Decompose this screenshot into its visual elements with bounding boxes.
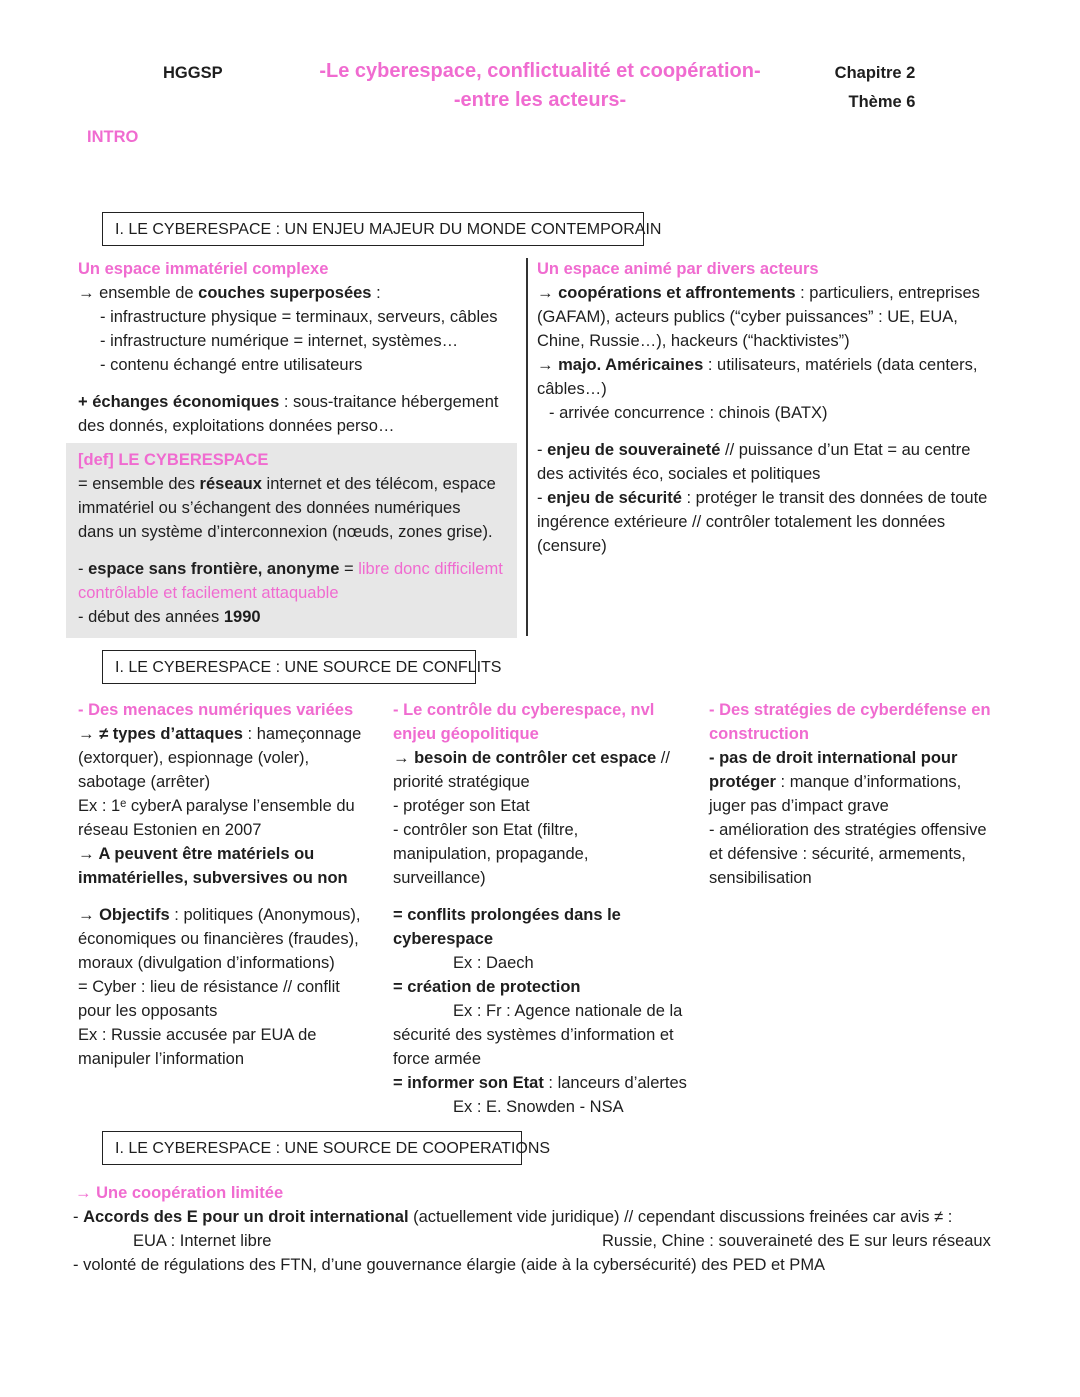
section3-title: I. LE CYBERESPACE : UNE SOURCE DE COOPERATIONS [102, 1131, 522, 1165]
section1-title: I. LE CYBERESPACE : UN ENJEU MAJEUR DU MONDE CONTEMPORAIN [102, 212, 644, 246]
list-item: des donnés, exploitations données perso… [78, 417, 395, 435]
list-item: moraux (divulgation d’informations) [78, 954, 335, 972]
list-item: - enjeu de sécurité : protéger le transit des données de toute [537, 489, 988, 507]
list-item: Chine, Russie…), hackeurs (“hacktivistes”) [537, 332, 850, 350]
page-title-line2: -entre les acteurs- [453, 89, 627, 111]
section2-col2-heading: enjeu géopolitique [393, 725, 539, 743]
definition-heading: [def] LE CYBERESPACE [78, 451, 269, 469]
list-item: Ex : Daech [453, 954, 534, 972]
list-item: - enjeu de souveraineté // puissance d’un Etat = au centre [537, 441, 971, 459]
list-item: → ≠ types d’attaques : hameçonnage [78, 725, 362, 743]
list-item: - contrôler son Etat (filtre, [393, 821, 579, 839]
list-item: → majo. Américaines : utilisateurs, matériels (data centers, [537, 356, 978, 374]
section1-right-column [537, 257, 987, 558]
list-item: (extorquer), espionnage (voler), [78, 749, 310, 767]
section2-column-3 [709, 698, 991, 890]
list-item [73, 1229, 1033, 1253]
subject-label: HGGSP [163, 64, 223, 82]
definition-line: - début des années 1990 [78, 608, 261, 626]
list-item: - protéger son Etat [393, 797, 530, 815]
definition-line: dans un système d’interconnexion (nœuds, zones grise). [78, 523, 493, 541]
list-item: (GAFAM), acteurs publics (“cyber puissances” : UE, EUA, [537, 308, 958, 326]
definition-line: immatériel ou s’échangent des données numériques [78, 499, 461, 517]
section1-right-heading: Un espace animé par divers acteurs [537, 260, 819, 278]
list-item: → coopérations et affrontements : particuliers, entreprises [537, 284, 980, 302]
list-item: = conflits prolongées dans le [393, 906, 621, 924]
section2-col2-heading: - Le contrôle du cyberespace, nvl [393, 701, 655, 719]
list-item: - contenu échangé entre utilisateurs [100, 356, 363, 374]
list-item: + échanges économiques : sous-traitance hébergement [78, 393, 499, 411]
list-item: Ex : Fr : Agence nationale de la [453, 1002, 683, 1020]
list-item: surveillance) [393, 869, 486, 887]
list-item: immatérielles, subversives ou non [78, 869, 348, 887]
section2-column-1 [78, 698, 361, 1071]
definition-line: - espace sans frontière, anonyme = libre donc difficilemt [78, 560, 503, 578]
definition-line: = ensemble des réseaux internet et des télécom, espace [78, 475, 496, 493]
list-item: → ensemble de couches superposées : [78, 284, 381, 302]
list-item: = informer son Etat : lanceurs d’alertes [393, 1074, 687, 1092]
list-item: - arrivée concurrence : chinois (BATX) [549, 404, 828, 422]
list-item: - volonté de régulations des FTN, d’une gouvernance élargie (aide à la cybersécurité) des PED et PMA [73, 1256, 826, 1274]
list-item: protéger : manque d’informations, [709, 773, 962, 791]
chapter-label: Chapitre 2 [834, 64, 916, 82]
list-item: sensibilisation [709, 869, 812, 887]
list-item: - infrastructure numérique = internet, systèmes… [100, 332, 459, 350]
list-item: → Objectifs : politiques (Anonymous), [78, 906, 361, 924]
list-item: juger pas d’impact grave [709, 797, 889, 815]
list-item: - infrastructure physique = terminaux, serveurs, câbles [100, 308, 498, 326]
list-item: priorité stratégique [393, 773, 530, 791]
list-item: sécurité des systèmes d’information et [393, 1026, 674, 1044]
list-item: force armée [393, 1050, 482, 1068]
list-item: - amélioration des stratégies offensive [709, 821, 987, 839]
list-item: et défensive : sécurité, armements, [709, 845, 966, 863]
list-item: → A peuvent être matériels ou [78, 845, 315, 863]
definition-line: contrôlable et facilement attaquable [78, 584, 339, 602]
list-item: Ex : E. Snowden - NSA [453, 1098, 624, 1116]
russia-china-position: Russie, Chine : souveraineté des E sur leurs réseaux [602, 1232, 991, 1250]
theme-label: Thème 6 [848, 93, 916, 111]
section1-left-column [78, 257, 503, 629]
section2-col3-heading: - Des stratégies de cyberdéfense en [709, 701, 991, 719]
section1-left-heading: Un espace immatériel complexe [78, 260, 329, 278]
list-item: ingérence extérieure // contrôler totalement les données [537, 513, 946, 531]
intro-label: INTRO [87, 128, 139, 146]
list-item: cyberespace [393, 930, 493, 948]
section3-heading: → Une coopération limitée [75, 1184, 284, 1202]
section2-column-2 [393, 698, 687, 1119]
section1-divider [526, 258, 528, 636]
list-item: → besoin de contrôler cet espace // [393, 749, 670, 767]
list-item: pour les opposants [78, 1002, 218, 1020]
page-title-line1: -Le cyberespace, conflictualité et coopération- [319, 60, 761, 82]
section2-col1-heading: - Des menaces numériques variées [78, 701, 354, 719]
list-item: - pas de droit international pour [709, 749, 958, 767]
list-item: manipulation, propagande, [393, 845, 589, 863]
list-item: = création de protection [393, 978, 581, 996]
list-item: réseau Estonien en 2007 [78, 821, 262, 839]
list-item: manipuler l’information [78, 1050, 244, 1068]
section3-body [73, 1181, 1033, 1277]
list-item: Ex : Russie accusée par EUA de [78, 1026, 317, 1044]
list-item: sabotage (arrêter) [78, 773, 211, 791]
section2-col3-heading: construction [709, 725, 809, 743]
section2-title: I. LE CYBERESPACE : UNE SOURCE DE CONFLITS [102, 650, 476, 684]
list-item: = Cyber : lieu de résistance // conflit [78, 978, 340, 996]
eua-position: EUA : Internet libre [133, 1232, 272, 1250]
list-item: - Accords des E pour un droit international (actuellement vide juridique) // cependant discussions freinées car avis ≠ : [73, 1208, 953, 1226]
list-item: câbles…) [537, 380, 607, 398]
list-item: (censure) [537, 537, 607, 555]
list-item: Ex : 1ᵉ cyberA paralyse l’ensemble du [78, 797, 355, 815]
list-item: économiques ou financières (fraudes), [78, 930, 359, 948]
list-item: des activités éco, sociales et politiques [537, 465, 821, 483]
